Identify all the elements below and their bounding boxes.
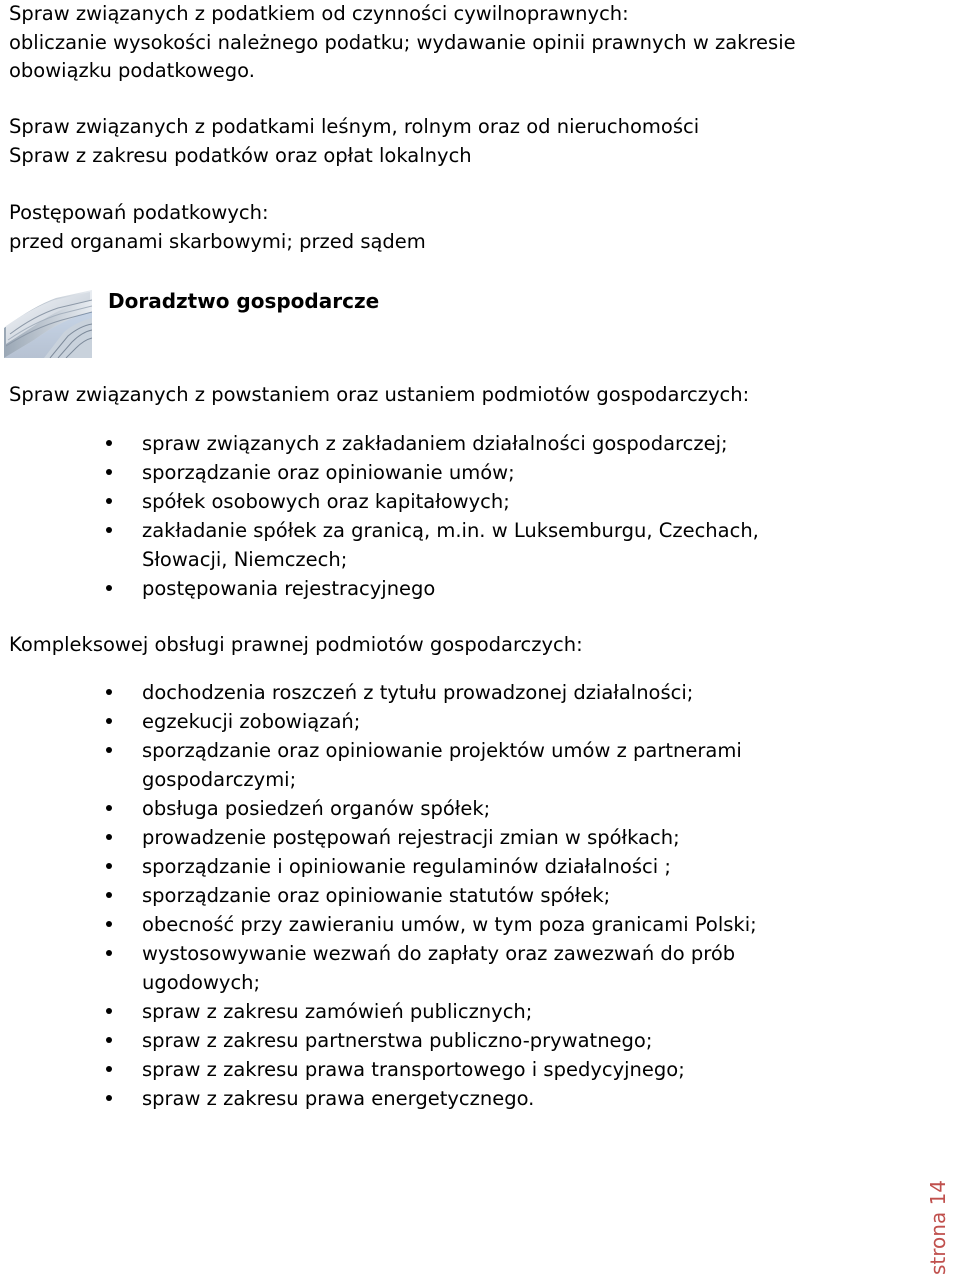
list-item-text: obsługa posiedzeń organów spółek; — [142, 797, 491, 820]
list-item-text: spraw z zakresu prawa energetycznego. — [142, 1087, 535, 1110]
list-item — [0, 678, 900, 707]
list-item — [0, 487, 900, 516]
list-item — [0, 794, 900, 823]
section-heading: Doradztwo gospodarcze — [108, 289, 380, 313]
proceedings-line-2: przed organami skarbowymi; przed sądem — [9, 229, 426, 253]
list-item-text: wystosowywanie wezwań do zapłaty oraz zawezwań do prób — [142, 942, 736, 965]
tax-paragraph — [9, 113, 909, 170]
list-item — [0, 1055, 900, 1084]
list-item-text: Słowacji, Niemczech; — [142, 548, 348, 571]
list-item-text: gospodarczymi; — [142, 768, 297, 791]
list-item-continuation — [0, 545, 900, 574]
comprehensive-intro-text: Kompleksowej obsługi prawnej podmiotów gospodarczych: — [9, 633, 583, 656]
list-item — [0, 516, 900, 545]
comprehensive-intro — [9, 631, 909, 660]
list-item — [0, 1026, 900, 1055]
bullet-icon — [106, 1037, 112, 1043]
business-formation-intro — [9, 381, 909, 410]
bullet-icon — [106, 834, 112, 840]
bullet-icon — [106, 1008, 112, 1014]
bullet-icon — [106, 892, 112, 898]
bullet-icon — [106, 863, 112, 869]
comprehensive-list — [0, 678, 900, 1113]
bullet-icon — [106, 1066, 112, 1072]
bullet-icon — [106, 585, 112, 591]
bullet-icon — [106, 747, 112, 753]
list-item — [0, 574, 900, 603]
bullet-icon — [106, 440, 112, 446]
list-item-text: spraw z zakresu partnerstwa publiczno-prywatnego; — [142, 1029, 653, 1052]
proceedings-paragraph — [9, 199, 909, 256]
list-item-text: postępowania rejestracyjnego — [142, 577, 436, 600]
list-item — [0, 910, 900, 939]
list-item — [0, 852, 900, 881]
bullet-icon — [106, 921, 112, 927]
list-item-text: sporządzanie i opiniowanie regulaminów działalności ; — [142, 855, 671, 878]
list-item-text: ugodowych; — [142, 971, 261, 994]
list-item — [0, 736, 900, 765]
list-item-text: spraw z zakresu prawa transportowego i spedycyjnego; — [142, 1058, 685, 1081]
bullet-icon — [106, 1095, 112, 1101]
list-item-text: prowadzenie postępowań rejestracji zmian w spółkach; — [142, 826, 680, 849]
intro-line-3: obowiązku podatkowego. — [9, 59, 255, 82]
list-item — [0, 707, 900, 736]
bullet-icon — [106, 527, 112, 533]
list-item-continuation — [0, 765, 900, 794]
list-item-text: spraw związanych z zakładaniem działalności gospodarczej; — [142, 432, 728, 455]
page-number: strona 14 — [926, 1179, 950, 1275]
bullet-icon — [106, 718, 112, 724]
list-item-text: dochodzenia roszczeń z tytułu prowadzonej działalności; — [142, 681, 694, 704]
open-book-icon — [4, 288, 92, 358]
list-item-text: egzekucji zobowiązań; — [142, 710, 361, 733]
list-item-continuation — [0, 968, 900, 997]
list-item — [0, 429, 900, 458]
list-item-text: sporządzanie oraz opiniowanie statutów spółek; — [142, 884, 611, 907]
list-item-text: spraw z zakresu zamówień publicznych; — [142, 1000, 533, 1023]
intro-line-1: Spraw związanych z podatkiem od czynności cywilnoprawnych: — [9, 2, 629, 25]
list-item — [0, 939, 900, 968]
list-item-text: zakładanie spółek za granicą, m.in. w Luksemburgu, Czechach, — [142, 519, 759, 542]
tax-line-1: Spraw związanych z podatkami leśnym, rolnym oraz od nieruchomości — [9, 115, 700, 138]
tax-line-2: Spraw z zakresu podatków oraz opłat lokalnych — [9, 143, 472, 167]
business-formation-intro-text: Spraw związanych z powstaniem oraz ustaniem podmiotów gospodarczych: — [9, 383, 750, 406]
list-item — [0, 458, 900, 487]
bullet-icon — [106, 950, 112, 956]
intro-line-2: obliczanie wysokości należnego podatku; wydawanie opinii prawnych w zakresie — [9, 30, 796, 54]
list-item-text: sporządzanie oraz opiniowanie umów; — [142, 461, 515, 484]
intro-paragraph — [9, 0, 909, 86]
bullet-icon — [106, 689, 112, 695]
list-item — [0, 881, 900, 910]
bullet-icon — [106, 469, 112, 475]
proceedings-line-1: Postępowań podatkowych: — [9, 201, 269, 224]
list-item — [0, 1084, 900, 1113]
list-item-text: sporządzanie oraz opiniowanie projektów umów z partnerami — [142, 739, 742, 762]
bullet-icon — [106, 498, 112, 504]
business-formation-list — [0, 429, 900, 603]
list-item — [0, 997, 900, 1026]
list-item-text: spółek osobowych oraz kapitałowych; — [142, 490, 510, 513]
list-item-text: obecność przy zawieraniu umów, w tym poza granicami Polski; — [142, 913, 757, 936]
list-item — [0, 823, 900, 852]
bullet-icon — [106, 805, 112, 811]
